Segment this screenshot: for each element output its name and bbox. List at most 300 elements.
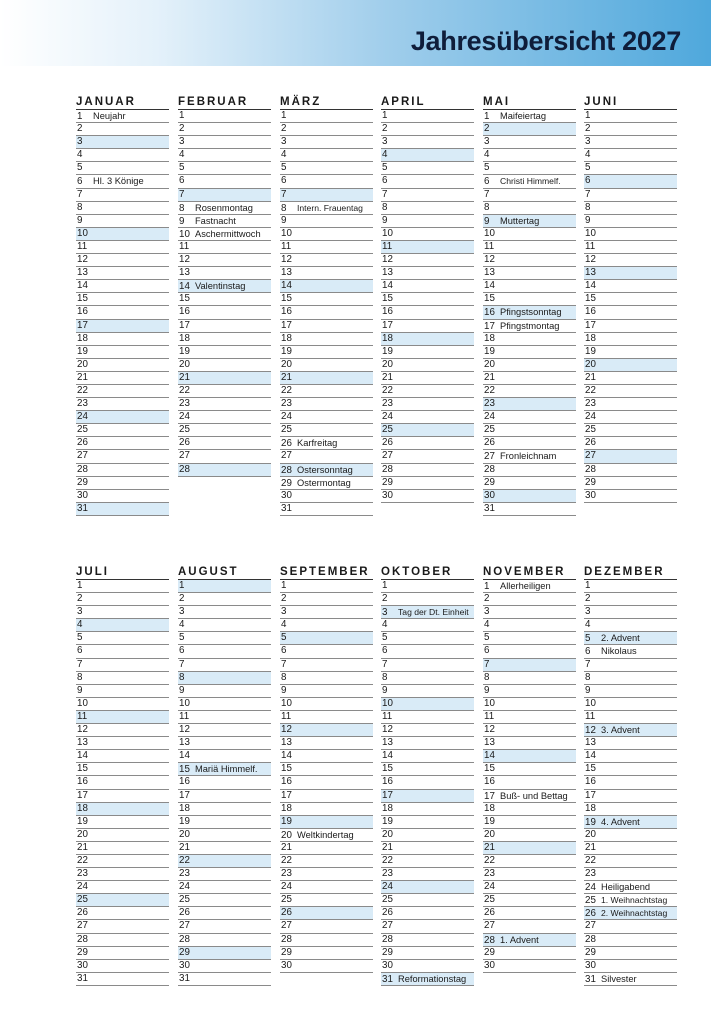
day-number: 22 (281, 854, 292, 866)
day-number: 25 (585, 424, 596, 436)
day-number: 17 (585, 319, 596, 331)
day-row (584, 934, 677, 947)
day-number: 23 (484, 398, 495, 410)
day-row (483, 645, 576, 658)
day-number: 6 (585, 175, 591, 187)
day-number: 30 (484, 489, 495, 501)
day-row (584, 619, 677, 632)
day-number: 5 (179, 162, 185, 174)
day-row (381, 385, 474, 398)
day-row (178, 359, 271, 372)
day-row (76, 763, 169, 776)
day-number: 7 (179, 188, 185, 200)
day-row (381, 934, 474, 947)
day-number: 29 (77, 476, 88, 488)
day-row (178, 829, 271, 842)
month-februar (178, 95, 271, 477)
day-number: 8 (281, 202, 287, 214)
day-number: 19 (281, 345, 292, 357)
day-number: 1 (585, 580, 591, 591)
day-number: 18 (484, 332, 495, 344)
day-row (584, 907, 677, 920)
day-number: 10 (281, 227, 292, 239)
day-number: 2 (382, 123, 388, 135)
day-row (178, 685, 271, 698)
day-number: 26 (179, 907, 190, 919)
month-name: DEZEMBER (584, 565, 677, 580)
day-row (584, 645, 677, 658)
day-row (76, 228, 169, 241)
day-number: 2 (484, 593, 490, 605)
day-row (584, 763, 677, 776)
day-number: 26 (77, 437, 88, 449)
day-number: 30 (281, 959, 292, 971)
day-row (381, 437, 474, 450)
day-row (381, 293, 474, 306)
month-name: JUNI (584, 95, 677, 110)
day-row (76, 149, 169, 162)
day-row (76, 306, 169, 319)
day-number: 24 (585, 411, 596, 423)
day-row (280, 293, 373, 306)
day-row (584, 790, 677, 803)
day-row (76, 947, 169, 960)
day-number: 11 (281, 240, 292, 252)
day-number: 18 (77, 332, 88, 344)
day-number: 27 (484, 451, 495, 463)
day-number: 27 (77, 450, 88, 462)
day-number: 30 (77, 489, 88, 501)
day-row (76, 894, 169, 907)
day-row (178, 724, 271, 737)
month-name: MÄRZ (280, 95, 373, 110)
day-number: 21 (484, 841, 495, 853)
day-row (381, 372, 474, 385)
day-number: 26 (585, 908, 596, 920)
day-row (76, 973, 169, 986)
month-name: AUGUST (178, 565, 271, 580)
month-name: OKTOBER (381, 565, 474, 580)
day-number: 24 (281, 881, 292, 893)
day-row (584, 490, 677, 503)
day-number: 22 (382, 384, 393, 396)
day-row (483, 477, 576, 490)
day-number: 21 (281, 841, 292, 853)
day-row (483, 960, 576, 973)
day-row (381, 241, 474, 254)
day-number: 25 (382, 894, 393, 906)
day-row (483, 123, 576, 136)
day-number: 12 (281, 724, 292, 736)
day-row (381, 606, 474, 619)
day-row (584, 267, 677, 280)
day-number: 13 (585, 267, 596, 279)
day-number: 16 (179, 306, 190, 318)
day-row (280, 659, 373, 672)
day-number: 13 (382, 737, 393, 749)
day-number: 3 (382, 607, 388, 619)
day-row (483, 149, 576, 162)
day-number: 15 (179, 293, 190, 305)
day-row (381, 776, 474, 789)
day-row (280, 606, 373, 619)
day-row (280, 202, 373, 215)
month-juli (76, 565, 169, 986)
day-number: 28 (179, 463, 190, 475)
day-row (584, 960, 677, 973)
day-number: 6 (77, 176, 83, 188)
day-number: 2 (281, 593, 287, 605)
day-number: 18 (585, 332, 596, 344)
day-number: 8 (484, 201, 490, 213)
day-row (381, 698, 474, 711)
day-row (483, 803, 576, 816)
day-number: 4 (382, 149, 388, 161)
day-row (178, 606, 271, 619)
holiday-label: Intern. Frauentag (297, 202, 363, 213)
day-row (584, 175, 677, 188)
holiday-label: Christi Himmelf. (500, 176, 561, 187)
day-row (483, 280, 576, 293)
day-number: 10 (585, 697, 596, 709)
day-row (280, 320, 373, 333)
day-number: 9 (484, 684, 490, 696)
day-row (178, 110, 271, 123)
day-number: 3 (484, 606, 490, 618)
day-number: 18 (382, 802, 393, 814)
day-number: 17 (484, 320, 495, 332)
day-row (280, 110, 373, 123)
month-name: APRIL (381, 95, 474, 110)
day-row (76, 437, 169, 450)
holiday-label: Tag der Dt. Einheit (398, 607, 469, 618)
holiday-label: Fastnacht (195, 215, 236, 226)
day-number: 16 (77, 306, 88, 318)
day-row (280, 175, 373, 188)
day-row (584, 776, 677, 789)
day-row (76, 816, 169, 829)
day-number: 29 (484, 476, 495, 488)
day-row (584, 464, 677, 477)
day-number: 9 (281, 684, 287, 696)
day-number: 2 (585, 593, 591, 605)
holiday-label: Fronleichnam (500, 451, 557, 462)
day-row (280, 580, 373, 593)
day-number: 15 (179, 764, 190, 776)
month-name: MAI (483, 95, 576, 110)
day-number: 28 (585, 463, 596, 475)
day-row (483, 881, 576, 894)
day-number: 1 (179, 110, 185, 121)
day-row (76, 920, 169, 933)
day-row (584, 829, 677, 842)
day-number: 31 (585, 973, 596, 985)
day-number: 15 (382, 763, 393, 775)
day-row (483, 698, 576, 711)
day-row (76, 619, 169, 632)
day-row (483, 659, 576, 672)
day-number: 20 (179, 828, 190, 840)
day-row (381, 711, 474, 724)
day-number: 30 (382, 489, 393, 501)
day-number: 10 (179, 228, 190, 240)
day-number: 8 (585, 201, 591, 213)
day-number: 28 (179, 933, 190, 945)
day-row (178, 803, 271, 816)
day-number: 18 (179, 802, 190, 814)
holiday-label: Valentinstag (195, 281, 246, 292)
day-row (76, 215, 169, 228)
day-row (584, 346, 677, 359)
day-number: 3 (382, 136, 388, 148)
day-row (178, 593, 271, 606)
day-number: 13 (484, 267, 495, 279)
day-row (178, 202, 271, 215)
day-row (381, 136, 474, 149)
day-number: 14 (281, 750, 292, 762)
day-row (76, 698, 169, 711)
day-row (178, 763, 271, 776)
day-number: 4 (179, 149, 185, 161)
day-number: 12 (382, 724, 393, 736)
month-januar (76, 95, 169, 516)
day-row (584, 320, 677, 333)
holiday-label: Allerheiligen (500, 581, 551, 591)
day-number: 19 (484, 815, 495, 827)
day-row (381, 215, 474, 228)
day-row (76, 136, 169, 149)
day-number: 21 (382, 841, 393, 853)
day-row (76, 776, 169, 789)
holiday-label: Karfreitag (297, 438, 338, 449)
day-row (584, 149, 677, 162)
day-number: 26 (281, 907, 292, 919)
day-row (584, 881, 677, 894)
day-number: 11 (585, 240, 596, 252)
day-row (178, 842, 271, 855)
day-number: 4 (179, 619, 185, 631)
day-row (381, 685, 474, 698)
day-number: 27 (382, 450, 393, 462)
day-row (76, 593, 169, 606)
day-number: 15 (484, 763, 495, 775)
day-row (483, 385, 576, 398)
day-row (381, 868, 474, 881)
day-row (483, 934, 576, 947)
day-row (178, 672, 271, 685)
day-number: 22 (281, 384, 292, 396)
day-row (178, 711, 271, 724)
day-row (178, 934, 271, 947)
holiday-label: Mariä Himmelf. (195, 764, 258, 775)
day-row (76, 254, 169, 267)
day-row (178, 333, 271, 346)
day-number: 3 (585, 606, 591, 618)
day-number: 6 (382, 175, 388, 187)
day-row (483, 189, 576, 202)
day-row (178, 149, 271, 162)
day-row (280, 698, 373, 711)
day-number: 2 (585, 123, 591, 135)
day-row (76, 110, 169, 123)
day-number: 12 (179, 724, 190, 736)
day-row (381, 763, 474, 776)
day-row (483, 776, 576, 789)
day-number: 16 (382, 306, 393, 318)
day-number: 16 (484, 307, 495, 319)
day-row (178, 960, 271, 973)
day-number: 27 (484, 920, 495, 932)
day-row (584, 894, 677, 907)
day-number: 29 (484, 946, 495, 958)
day-row (584, 973, 677, 986)
day-row (584, 215, 677, 228)
day-number: 30 (484, 959, 495, 971)
day-row (76, 202, 169, 215)
day-row (483, 241, 576, 254)
day-row (483, 750, 576, 763)
day-number: 22 (484, 854, 495, 866)
day-number: 22 (179, 854, 190, 866)
day-row (280, 934, 373, 947)
day-number: 20 (382, 358, 393, 370)
day-number: 24 (179, 411, 190, 423)
day-row (483, 306, 576, 319)
day-number: 24 (281, 411, 292, 423)
day-row (280, 632, 373, 645)
holiday-label: 4. Advent (601, 816, 640, 827)
day-number: 10 (77, 697, 88, 709)
day-number: 26 (382, 437, 393, 449)
day-row (76, 868, 169, 881)
day-number: 1 (77, 111, 83, 122)
day-number: 31 (77, 502, 88, 514)
holiday-label: Maifeiertag (500, 111, 546, 121)
day-row (76, 934, 169, 947)
day-number: 5 (382, 162, 388, 174)
day-number: 16 (585, 306, 596, 318)
day-row (584, 280, 677, 293)
day-row (280, 790, 373, 803)
day-row (178, 894, 271, 907)
day-row (483, 593, 576, 606)
day-number: 12 (281, 254, 292, 266)
day-number: 25 (484, 894, 495, 906)
day-number: 23 (179, 398, 190, 410)
holiday-label: Pfingstmontag (500, 320, 560, 331)
day-number: 21 (179, 841, 190, 853)
day-row (76, 632, 169, 645)
day-row (280, 346, 373, 359)
day-number: 29 (585, 946, 596, 958)
day-number: 2 (179, 123, 185, 135)
day-row (381, 659, 474, 672)
day-row (381, 202, 474, 215)
day-number: 26 (585, 437, 596, 449)
day-row (280, 215, 373, 228)
day-number: 3 (179, 136, 185, 148)
day-number: 26 (484, 437, 495, 449)
day-row (381, 724, 474, 737)
day-number: 27 (585, 920, 596, 932)
day-number: 11 (179, 240, 190, 252)
day-number: 3 (281, 136, 287, 148)
day-number: 19 (585, 816, 596, 828)
day-row (280, 855, 373, 868)
day-number: 9 (382, 684, 388, 696)
day-number: 25 (382, 424, 393, 436)
day-row (584, 947, 677, 960)
day-row (381, 672, 474, 685)
day-row (483, 162, 576, 175)
day-number: 28 (382, 933, 393, 945)
month-name: NOVEMBER (483, 565, 576, 580)
day-row (483, 398, 576, 411)
day-number: 22 (179, 384, 190, 396)
day-row (76, 580, 169, 593)
day-row (178, 855, 271, 868)
day-number: 6 (179, 645, 185, 657)
day-number: 14 (281, 280, 292, 292)
day-number: 25 (77, 894, 88, 906)
day-number: 1 (179, 580, 185, 591)
day-row (584, 437, 677, 450)
day-number: 13 (484, 737, 495, 749)
day-row (178, 293, 271, 306)
day-number: 4 (77, 149, 83, 161)
day-row (584, 632, 677, 645)
day-row (483, 619, 576, 632)
day-row (483, 424, 576, 437)
day-row (76, 123, 169, 136)
day-row (483, 829, 576, 842)
day-number: 20 (77, 358, 88, 370)
day-number: 30 (585, 959, 596, 971)
day-number: 21 (484, 371, 495, 383)
day-row (178, 411, 271, 424)
day-row (381, 346, 474, 359)
day-number: 27 (77, 920, 88, 932)
day-number: 29 (77, 946, 88, 958)
day-number: 20 (382, 828, 393, 840)
day-number: 14 (585, 750, 596, 762)
day-number: 20 (585, 358, 596, 370)
day-row (483, 202, 576, 215)
day-number: 15 (281, 763, 292, 775)
day-row (178, 632, 271, 645)
day-number: 11 (179, 710, 190, 722)
day-row (76, 750, 169, 763)
day-row (483, 632, 576, 645)
day-row (76, 907, 169, 920)
day-row (381, 189, 474, 202)
day-row (280, 437, 373, 450)
month-mai (483, 95, 576, 516)
day-row (76, 803, 169, 816)
holiday-label: Hl. 3 Könige (93, 176, 144, 187)
day-number: 6 (585, 646, 591, 658)
day-row (584, 724, 677, 737)
day-number: 5 (382, 632, 388, 644)
day-row (584, 450, 677, 463)
day-number: 16 (281, 776, 292, 788)
day-row (280, 920, 373, 933)
day-number: 28 (382, 463, 393, 475)
day-number: 30 (179, 959, 190, 971)
day-row (381, 973, 474, 986)
day-number: 27 (179, 450, 190, 462)
day-row (584, 672, 677, 685)
